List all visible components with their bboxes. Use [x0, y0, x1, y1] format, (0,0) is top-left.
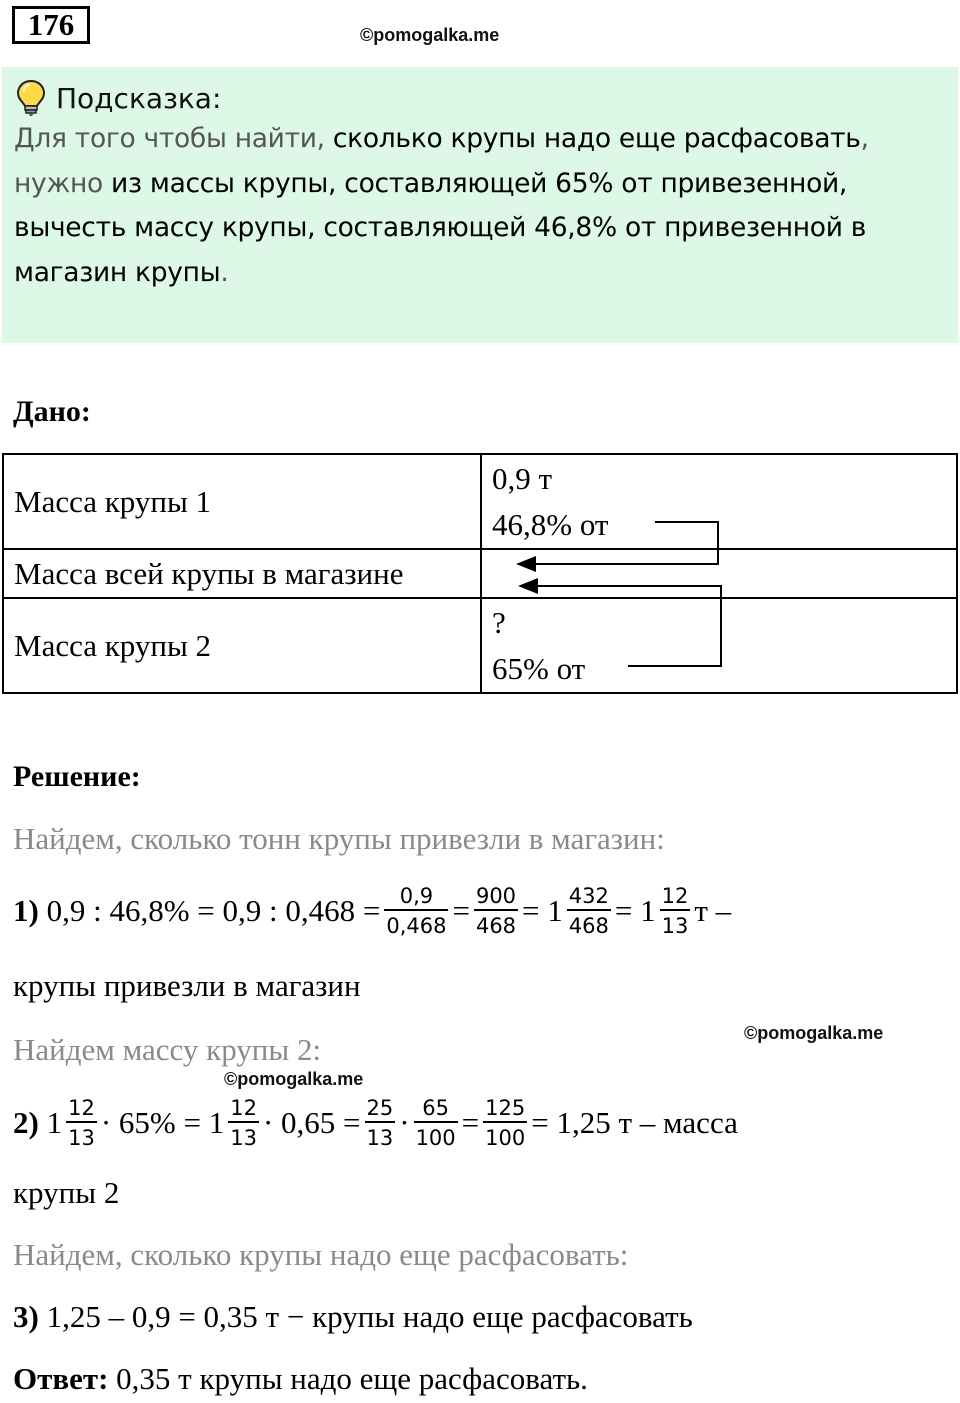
fraction: $\frac{900}{468}$ — [475, 884, 517, 938]
row-values: ? 65% от — [481, 598, 957, 693]
step2-equation: 2) 1 $\frac{12}{13}$ · 65% = 1 $\frac{12}{13}$ · 0,65 = $\frac{25}{13}$ · $\frac{65}{100}$ = $\frac{125}{100}$ = 1,25 т – масса — [13, 1096, 738, 1150]
watermark: ©pomogalka.me — [744, 1023, 884, 1043]
hint-line: Для того чтобы найти, сколько крупы надо еще расфасовать, — [14, 123, 869, 154]
hint-line: вычесть массу крупы, составляющей 46,8% от привезенной в — [14, 212, 867, 243]
fraction: $\frac{12}{13}$ — [68, 1096, 95, 1150]
step2-continuation: крупы 2 — [13, 1175, 120, 1210]
fraction: $\frac{12}{13}$ — [230, 1096, 257, 1150]
step3-equation: 3) 1,25 – 0,9 = 0,35 т − крупы надо еще расфасовать — [13, 1299, 693, 1334]
arrow-from-mass1 — [518, 522, 718, 564]
row-label: Масса крупы 1 — [3, 454, 481, 549]
fraction: $\frac{25}{13}$ — [366, 1096, 394, 1150]
step1-intro: Найдем, сколько тонн крупы привезли в магазин: — [13, 821, 665, 856]
fraction: $\frac{12}{13}$ — [661, 884, 689, 938]
watermark: ©pomogalka.me — [224, 1069, 364, 1089]
arrow-from-mass2 — [520, 586, 721, 666]
row-values: 0,9 т 46,8% от — [481, 454, 957, 549]
fraction: $\frac{0,9}{0,468}$ — [386, 884, 447, 938]
solution-title: Решение: — [13, 760, 141, 793]
watermark: ©pomogalka.me — [360, 25, 500, 45]
fraction: $\frac{125}{100}$ — [485, 1096, 526, 1150]
task-number: 176 — [12, 6, 90, 44]
step1-continuation: крупы привезли в магазин — [13, 968, 361, 1003]
step2-intro: Найдем массу крупы 2: — [13, 1032, 322, 1067]
row-label: Масса всей крупы в магазине — [3, 549, 481, 598]
step1-equation: 1) 0,9 : 46,8% = 0,9 : 0,468 = $\frac{0,9}{0,468}$ = $\frac{900}{468}$ = 1 $\frac{432}{468}$ = 1 $\frac{12}{13}$ т – — [13, 884, 732, 938]
hint-line: нужно из массы крупы, составляющей 65% от привезенной, — [14, 167, 848, 199]
answer: Ответ: 0,35 т крупы надо еще расфасовать. — [13, 1361, 588, 1396]
hint-line: магазин крупы. — [14, 256, 229, 288]
hint-title: Подсказка: — [56, 81, 222, 115]
step3-intro: Найдем, сколько крупы надо еще расфасовать: — [13, 1237, 629, 1272]
given-title: Дано: — [13, 395, 91, 428]
row-label: Масса крупы 2 — [3, 598, 481, 693]
fraction: $\frac{65}{100}$ — [415, 1096, 456, 1150]
fraction: $\frac{432}{468}$ — [568, 884, 609, 938]
